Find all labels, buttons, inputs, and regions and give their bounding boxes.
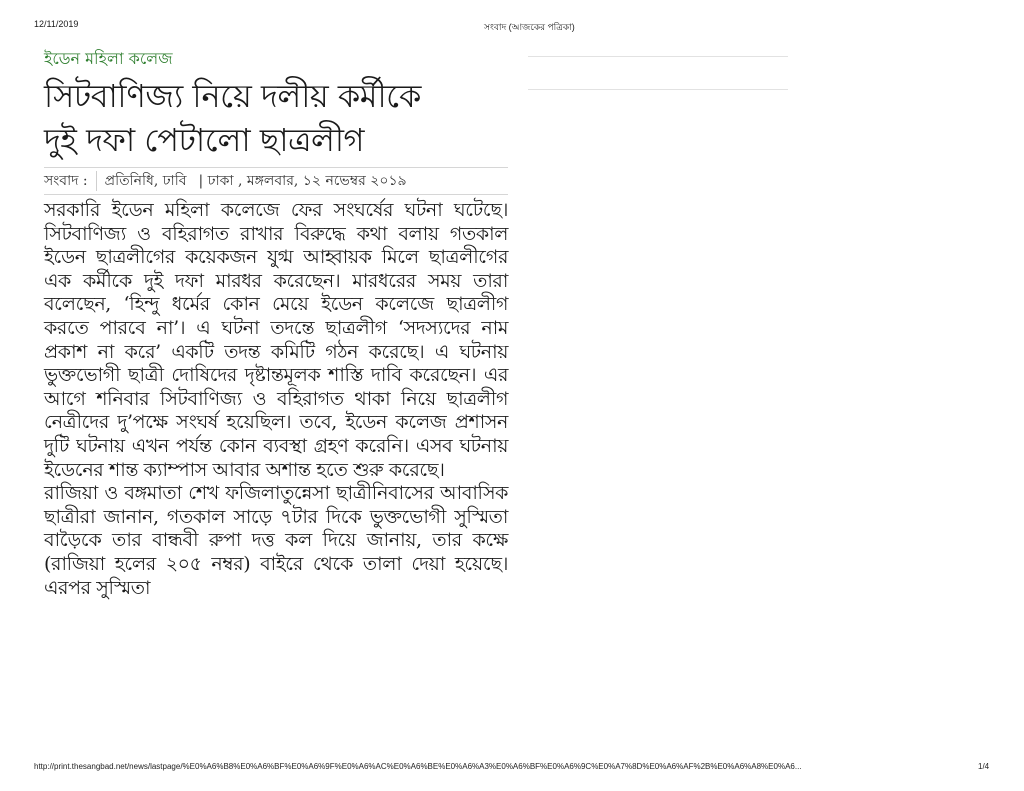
article [44, 48, 508, 600]
headline-line-1: সিটবাণিজ্য নিয়ে দলীয় কর্মীকে [44, 77, 421, 115]
print-header [0, 17, 1024, 33]
sidebar-column [528, 56, 788, 90]
sidebar-divider [528, 89, 788, 90]
print-footer [0, 760, 1024, 774]
article-kicker: ইডেন মহিলা কলেজ [44, 49, 173, 68]
byline-dateline: | ঢাকা , মঙ্গলবার, ১২ নভেম্বর ২০১৯ [198, 173, 407, 189]
body-paragraph-2: রাজিয়া ও বঙ্গমাতা শেখ ফজিলাতুন্নেসা ছাত্রীনিবাসের আবাসিক ছাত্রীরা জানান, গতকাল সাড়ে ৭টার দিকে ভুক্তভোগী সুস্মিতা বাড়ৈকে তার বান্ধবী রুপা দত্ত কল দিয়ে জানায়, তার কক্ষে (রাজিয়া হলের ২০৫ নম্বর) বাইরে থেকে তালা দেয়া হয়েছে। এরপর সুস্মিতা [44, 482, 508, 599]
byline-label: সংবাদ : [44, 173, 88, 189]
headline-line-2: দুই দফা পেটালো ছাত্রলীগ [44, 121, 365, 159]
article-body [44, 199, 508, 600]
print-page-number: 1/4 [978, 762, 990, 771]
sidebar-divider [528, 56, 788, 57]
print-title: সংবাদ (আজকের পত্রিকা) [484, 22, 575, 32]
byline [44, 167, 508, 195]
body-paragraph-1: সরকারি ইডেন মহিলা কলেজে ফের সংঘর্ষের ঘটনা ঘটেছে। সিটবাণিজ্য ও বহিরাগত রাখার বিরুদ্ধে কথা বলায় গতকাল ইডেন ছাত্রলীগের কয়েকজন যুগ্ম আহ্বায়ক মিলে ছাত্রলীগের এক কর্মীকে দুই দফা মারধর করেছেন। মারধরের সময় তারা বলেছেন, ‘হিন্দু ধর্মের কোন মেয়ে ইডেন কলেজে ছাত্রলীগ করতে পারবে না’। এ ঘটনা তদন্তে ছাত্রলীগ ‘সদস্যদের নাম প্রকাশ না করে’ একটি তদন্ত কমিটি গঠন করেছে। এ ঘটনায় ভুক্তভোগী ছাত্রী দোষিদের দৃষ্টান্তমূলক শাস্তি দাবি করেছেন। এর আগে শনিবার সিটবাণিজ্য ও বহিরাগত থাকা নিয়ে ছাত্রলীগ নেত্রীদের দু’পক্ষে সংঘর্ষ হয়েছিল। তবে, ইডেন কলেজ প্রশাসন দুটি ঘটনায় এখন পর্যন্ত কোন ব্যবস্থা গ্রহণ করেনি। এসব ঘটনায় ইডেনের শান্ত ক্যাম্পাস আবার অশান্ত হতে শুরু করেছে। [44, 199, 508, 481]
article-headline [44, 74, 508, 162]
byline-divider [96, 171, 97, 191]
byline-author: প্রতিনিধি, ঢাবি [104, 173, 187, 189]
print-date: 12/11/2019 [34, 19, 79, 29]
print-url: http://print.thesangbad.net/news/lastpage/%E0%A6%B8%E0%A6%BF%E0%A6%9F%E0%A6%AC%E0%A6%BE%E0%A6%A3%E0%A6%BF%E0%A6%9C%E0%A7%8D%E0%A6%AF%2B%E0%A6%A8%E0%A6... [34, 762, 802, 771]
